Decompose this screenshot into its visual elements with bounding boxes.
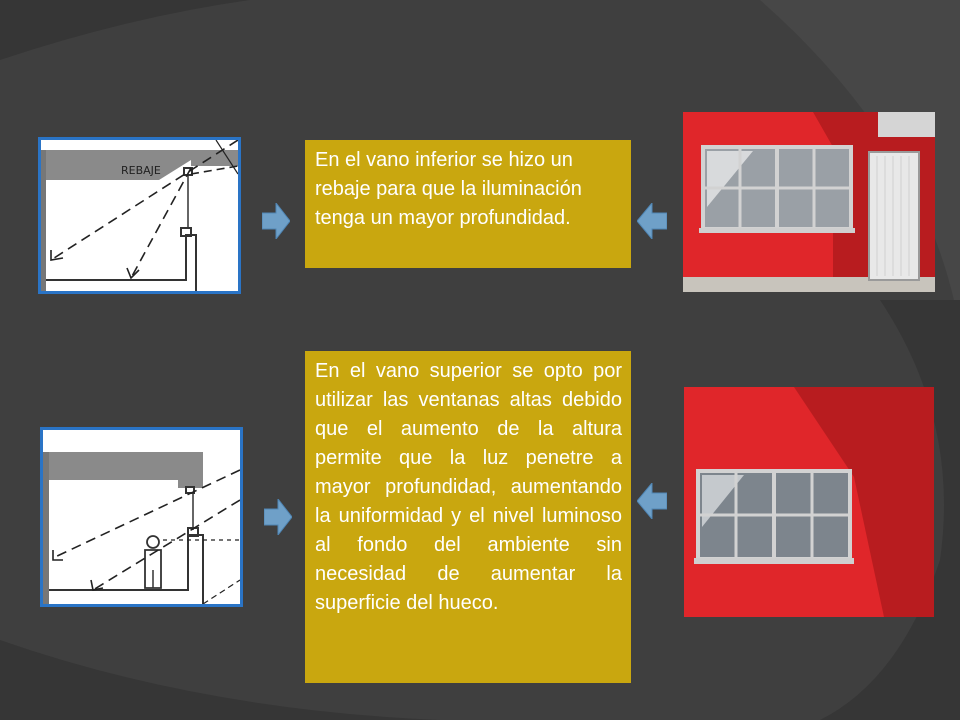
high-window-facade-image [684,387,934,617]
high-window-description [305,351,631,683]
right-arrow-icon [262,203,290,239]
rebaje-description [305,140,631,268]
left-arrow-icon [637,483,667,519]
rebaje-label: REBAJE [121,164,161,177]
rebaje-description-text: En el vano inferior se hizo un rebaje para que la iluminación tenga un mayor profundidad. [315,149,582,229]
left-arrow-icon [637,203,667,239]
rebaje-section-sketch [38,137,241,294]
high-window-section-sketch [40,427,243,607]
lower-window-facade-image [683,112,935,292]
right-arrow-icon [264,499,292,535]
high-window-description-text: En el vano superior se opto por utilizar las ventanas altas debido que el aumento de la altura permite que la luz penetre a mayor profundidad, aumentando la uniformidad y el nivel luminoso al fondo del ambiente sin necesidad de aumentar la superficie del hueco. [315,360,622,614]
